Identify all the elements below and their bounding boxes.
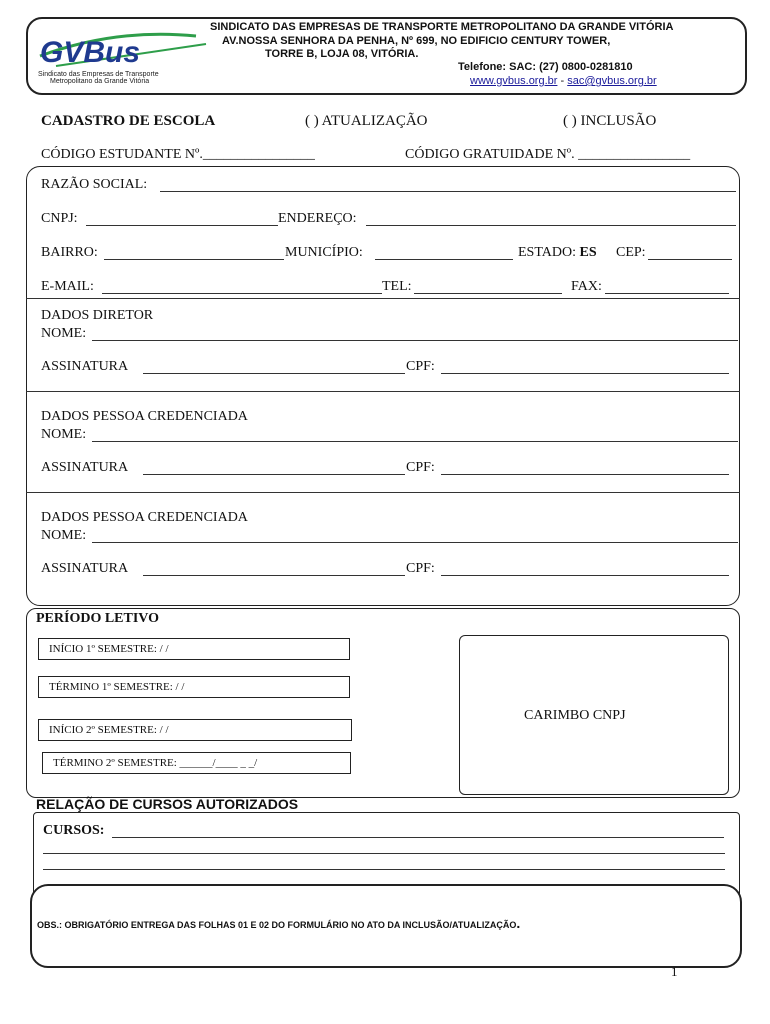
form-title: CADASTRO DE ESCOLA bbox=[41, 113, 216, 129]
tel-label: TEL: bbox=[382, 279, 412, 294]
credenciada-2-nome-input[interactable] bbox=[92, 542, 738, 543]
gvbus-logo bbox=[36, 26, 211, 86]
obs-text bbox=[37, 915, 520, 931]
cursos-input-line-1[interactable] bbox=[112, 837, 724, 838]
razao-social-input[interactable] bbox=[160, 191, 736, 192]
email-label: E-MAIL: bbox=[41, 279, 94, 294]
municipio-input[interactable] bbox=[375, 259, 513, 260]
codigo-estudante-field[interactable]: CÓDIGO ESTUDANTE Nº.________________ bbox=[41, 147, 315, 162]
diretor-nome-input[interactable] bbox=[92, 340, 738, 341]
inicio-1-semestre-field[interactable]: INÍCIO 1º SEMESTRE: / / bbox=[38, 638, 350, 660]
credenciada-2-heading: DADOS PESSOA CREDENCIADA bbox=[41, 510, 248, 525]
cep-input[interactable] bbox=[648, 259, 732, 260]
inclusao-checkbox[interactable]: ( ) INCLUSÃO bbox=[563, 113, 657, 129]
org-links bbox=[470, 75, 657, 87]
org-name: SINDICATO DAS EMPRESAS DE TRANSPORTE METROPOLITANO DA GRANDE VITÓRIA bbox=[210, 21, 674, 33]
section-divider bbox=[26, 391, 740, 392]
credenciada-1-assinatura-label: ASSINATURA bbox=[41, 460, 129, 475]
credenciada-2-assinatura-label: ASSINATURA bbox=[41, 561, 129, 576]
credenciada-1-cpf-input[interactable] bbox=[441, 474, 729, 475]
diretor-assinatura-label: ASSINATURA bbox=[41, 359, 129, 374]
cursos-input-line-2[interactable] bbox=[43, 853, 725, 854]
bairro-input[interactable] bbox=[104, 259, 284, 260]
section-divider bbox=[26, 492, 740, 493]
credenciada-2-cpf-input[interactable] bbox=[441, 575, 729, 576]
cnpj-label: CNPJ: bbox=[41, 211, 78, 226]
fax-label: FAX: bbox=[571, 279, 602, 294]
bairro-label: BAIRRO: bbox=[41, 245, 98, 260]
estado-label: ESTADO: bbox=[518, 245, 576, 260]
diretor-heading: DADOS DIRETOR bbox=[41, 308, 154, 323]
diretor-assinatura-input[interactable] bbox=[143, 373, 405, 374]
carimbo-cnpj-label: CARIMBO CNPJ bbox=[524, 708, 626, 723]
email-input[interactable] bbox=[102, 293, 382, 294]
atualizacao-checkbox[interactable]: ( ) ATUALIZAÇÃO bbox=[305, 113, 428, 129]
cnpj-input[interactable] bbox=[86, 225, 278, 226]
logo-subtitle-2: Metropolitano da Grande Vitória bbox=[50, 78, 150, 85]
credenciada-1-cpf-label: CPF: bbox=[406, 460, 435, 475]
fax-input[interactable] bbox=[605, 293, 729, 294]
codigo-gratuidade-field[interactable]: CÓDIGO GRATUIDADE Nº. ________________ bbox=[405, 147, 691, 162]
org-address: AV.NOSSA SENHORA DA PENHA, Nº 699, NO EDIFICIO CENTURY TOWER, bbox=[222, 35, 611, 47]
estado-field bbox=[518, 245, 597, 261]
page-number: 1 bbox=[671, 964, 678, 979]
diretor-cpf-label: CPF: bbox=[406, 359, 435, 374]
section-divider bbox=[26, 298, 740, 299]
endereco-input[interactable] bbox=[366, 225, 736, 226]
email-link[interactable]: sac@gvbus.org.br bbox=[567, 75, 657, 87]
cursos-label: CURSOS: bbox=[43, 823, 105, 838]
diretor-nome-label: NOME: bbox=[41, 326, 87, 341]
main-form-box bbox=[26, 166, 740, 606]
cep-label: CEP: bbox=[616, 245, 646, 260]
credenciada-2-cpf-label: CPF: bbox=[406, 561, 435, 576]
gvbus-logo-graphic bbox=[36, 26, 211, 86]
logo-subtitle-1: Sindicato das Empresas de Transporte bbox=[38, 71, 159, 78]
tel-input[interactable] bbox=[414, 293, 562, 294]
org-address-2: TORRE B, LOJA 08, VITÓRIA. bbox=[265, 48, 419, 60]
obs-text-content: OBS.: OBRIGATÓRIO ENTREGA DAS FOLHAS 01 E 02 DO FORMULÁRIO NO ATO DA INCLUSÃO/ATUALIZAÇÃO bbox=[37, 920, 517, 930]
estado-value: ES bbox=[579, 245, 597, 260]
diretor-cpf-input[interactable] bbox=[441, 373, 729, 374]
credenciada-2-assinatura-input[interactable] bbox=[143, 575, 405, 576]
municipio-label: MUNICÍPIO: bbox=[285, 245, 363, 260]
endereco-label: ENDEREÇO: bbox=[278, 211, 357, 226]
credenciada-1-assinatura-input[interactable] bbox=[143, 474, 405, 475]
link-separator: - bbox=[560, 75, 565, 87]
cursos-input-line-3[interactable] bbox=[43, 869, 725, 870]
credenciada-1-nome-label: NOME: bbox=[41, 427, 87, 442]
obs-dot: . bbox=[516, 915, 521, 931]
credenciada-2-nome-label: NOME: bbox=[41, 528, 87, 543]
org-phone: Telefone: SAC: (27) 0800-0281810 bbox=[458, 61, 633, 73]
termino-1-semestre-field[interactable]: TÉRMINO 1º SEMESTRE: / / bbox=[38, 676, 350, 698]
termino-2-semestre-field[interactable]: TÉRMINO 2º SEMESTRE: ______/____ _ _/ bbox=[42, 752, 351, 774]
website-link[interactable]: www.gvbus.org.br bbox=[470, 75, 558, 87]
logo-text: GVBus bbox=[40, 36, 141, 69]
cursos-heading: RELAÇÃO DE CURSOS AUTORIZADOS bbox=[36, 796, 299, 812]
periodo-heading: PERÍODO LETIVO bbox=[36, 611, 160, 626]
credenciada-1-nome-input[interactable] bbox=[92, 441, 738, 442]
razao-social-label: RAZÃO SOCIAL: bbox=[41, 177, 148, 192]
inicio-2-semestre-field[interactable]: INÍCIO 2º SEMESTRE: / / bbox=[38, 719, 352, 741]
credenciada-1-heading: DADOS PESSOA CREDENCIADA bbox=[41, 409, 248, 424]
